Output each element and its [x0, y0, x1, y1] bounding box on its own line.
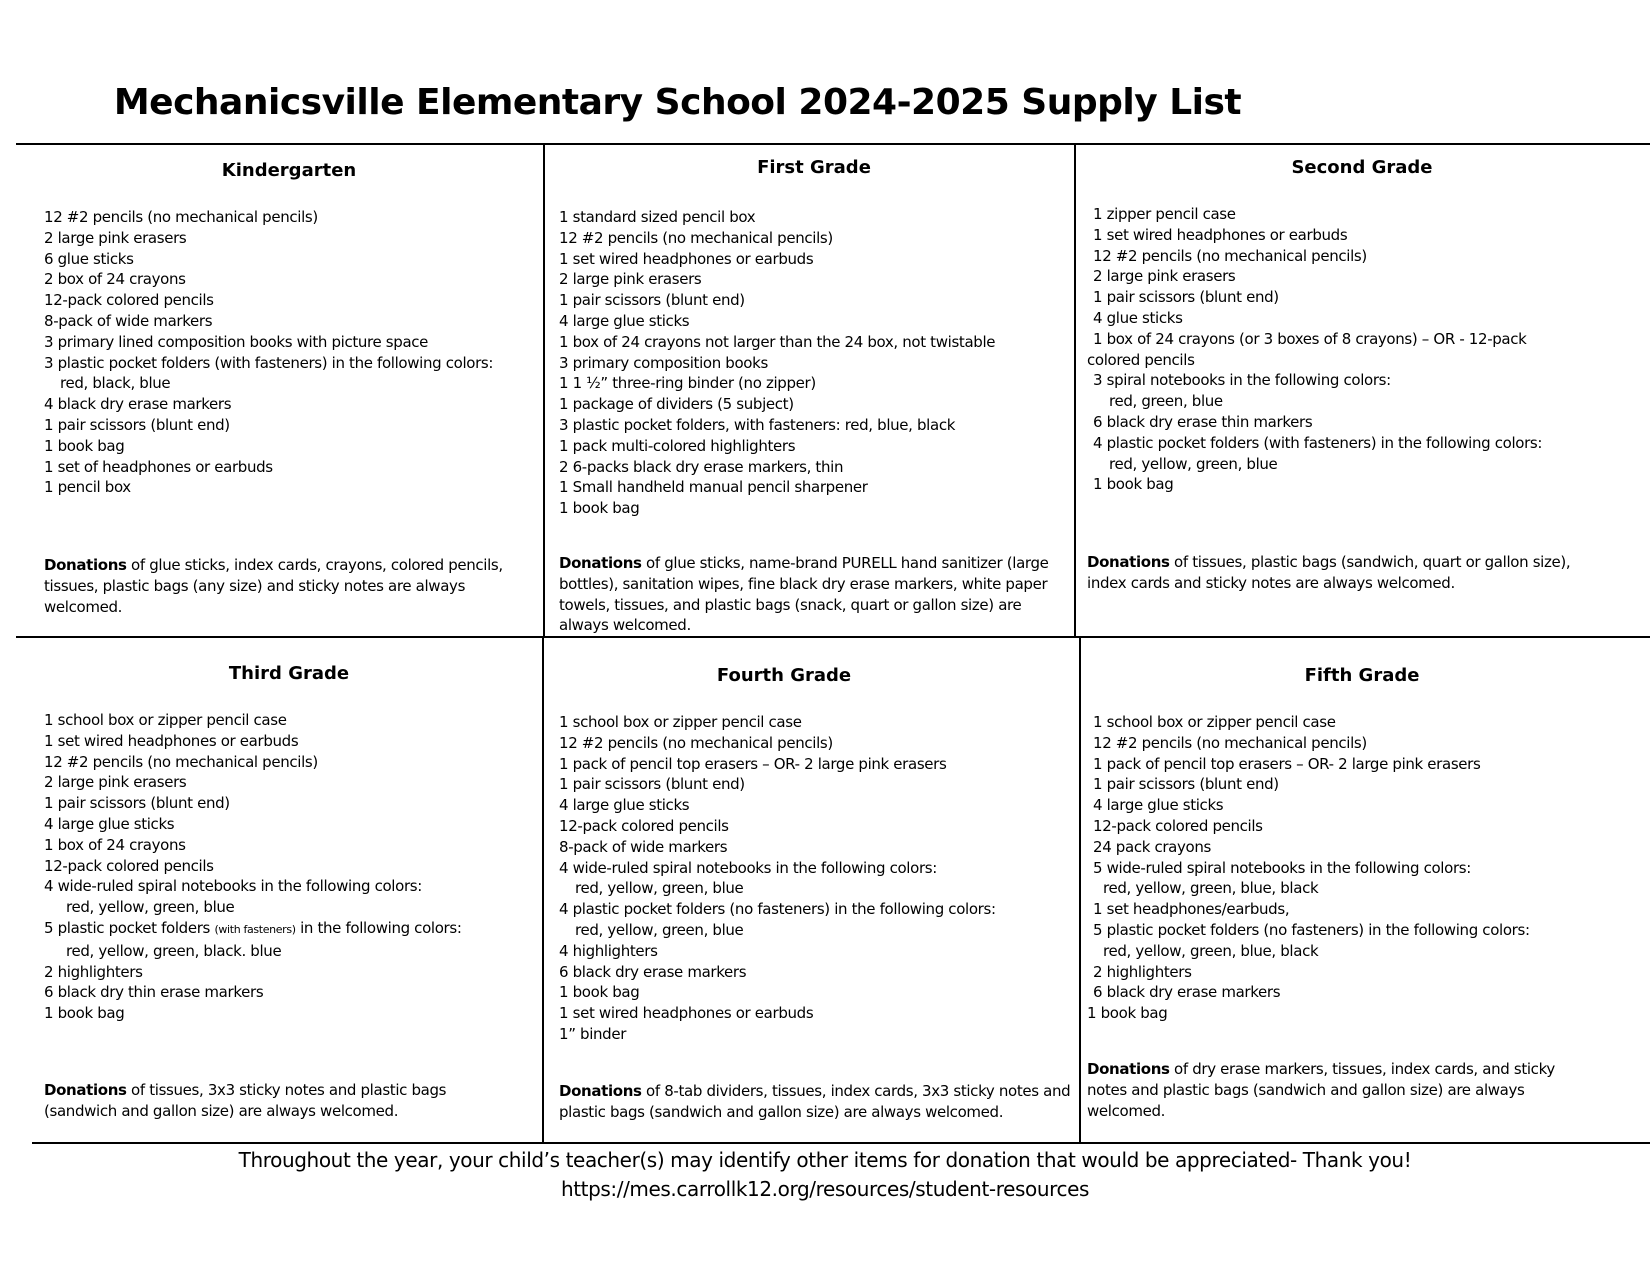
list-item: 8-pack of wide markers [559, 837, 728, 856]
list-item: 6 black dry erase markers [1093, 983, 1281, 1002]
list-item: 12 #2 pencils (no mechanical pencils) [559, 228, 833, 247]
list-item: 1 pack multi-colored highlighters [559, 436, 796, 455]
donations-label: Donations [1087, 1060, 1170, 1078]
list-item: 1” binder [559, 1024, 627, 1043]
list-item: 12 #2 pencils (no mechanical pencils) [44, 208, 318, 226]
list-item: 6 glue sticks [44, 249, 134, 268]
kindergarten-cell [44, 150, 534, 630]
donations-label: Donations [1087, 553, 1170, 571]
list-item: 1 Small handheld manual pencil sharpener [559, 478, 868, 497]
list-item: red, yellow, green, blue, black [1103, 879, 1319, 898]
list-item: 1 set wired headphones or earbuds [559, 249, 814, 268]
second-grade-heading: Second Grade [1291, 157, 1433, 178]
column-divider-2-bottom [1079, 636, 1081, 1144]
list-item: 1 book bag [559, 983, 640, 1002]
list-item: 2 box of 24 crayons [44, 270, 186, 289]
page-title: Mechanicsville Elementary School 2024-2025 Supply List [113, 82, 1242, 123]
folder-text: 5 plastic pocket folders [44, 918, 211, 937]
donations-label: Donations [559, 554, 642, 572]
list-item: red, black, blue [60, 374, 171, 393]
list-item [44, 918, 462, 941]
list-item: 1 zipper pencil case [1093, 205, 1236, 223]
list-item: 1 book bag [1093, 475, 1174, 494]
list-item: 12 #2 pencils (no mechanical pencils) [559, 733, 833, 752]
fifth-grade-items [1087, 712, 1530, 1024]
donations-text: of dry erase markers, tissues, index cards, and sticky notes and plastic bags (sandwich and gallon size) are always welcomed. [1087, 1060, 1555, 1120]
list-item: 4 glue sticks [1093, 308, 1183, 327]
list-item: 1 pair scissors (blunt end) [1093, 775, 1279, 794]
list-item: 2 large pink erasers [44, 773, 187, 792]
list-item: 4 highlighters [559, 941, 658, 960]
list-item: 3 plastic pocket folders (with fasteners) in the following colors: [44, 353, 494, 372]
list-item: 6 black dry erase thin markers [1093, 412, 1313, 431]
list-item: 12 #2 pencils (no mechanical pencils) [1093, 733, 1367, 752]
list-item: 1 school box or zipper pencil case [559, 713, 802, 731]
list-item: 4 plastic pocket folders (no fasteners) in the following colors: [559, 900, 996, 919]
list-item: 5 plastic pocket folders (no fasteners) in the following colors: [1093, 920, 1530, 939]
table-top-border [16, 143, 1650, 145]
list-item: 1 set wired headphones or earbuds [1093, 225, 1348, 244]
list-item: 1 set wired headphones or earbuds [559, 1004, 814, 1023]
list-item: 2 large pink erasers [44, 228, 187, 247]
list-item: 4 large glue sticks [1093, 796, 1224, 815]
footer-url: https://mes.carrollk12.org/resources/student-resources [560, 1177, 1090, 1201]
third-grade-cell [44, 645, 534, 1135]
donations-text: of glue sticks, name-brand PURELL hand sanitizer (large bottles), sanitation wipes, fine black dry erase markers, white paper towels, tissues, and plastic bags (snack, quart or gallon size) are always welcomed. [559, 554, 1049, 635]
list-item: 1 1 ½” three-ring binder (no zipper) [559, 374, 816, 393]
list-item: 1 pair scissors (blunt end) [1093, 288, 1279, 307]
folder-colors-text: in the following colors: [295, 918, 462, 937]
list-item: 5 wide-ruled spiral notebooks in the following colors: [1093, 858, 1471, 877]
column-divider-1-top [543, 143, 545, 638]
list-item: red, green, blue [1109, 392, 1223, 411]
fourth-grade-items [559, 712, 996, 1045]
donations-text: of glue sticks, index cards, crayons, colored pencils, tissues, plastic bags (any size) and sticky notes are always welcomed. [44, 556, 503, 616]
list-item: 12-pack colored pencils [1093, 816, 1263, 835]
list-item: 1 school box or zipper pencil case [1093, 713, 1336, 731]
first-grade-donations [559, 553, 1067, 636]
list-item: 1 pack of pencil top erasers – OR- 2 large pink erasers [1093, 754, 1481, 773]
kindergarten-heading: Kindergarten [221, 160, 357, 181]
list-item: 4 large glue sticks [559, 311, 690, 330]
list-item: 1 school box or zipper pencil case [44, 711, 287, 729]
fourth-grade-donations [559, 1081, 1071, 1123]
list-item: red, yellow, green, blue [66, 898, 235, 917]
list-item: 1 set headphones/earbuds, [1093, 900, 1290, 919]
list-item: 6 black dry erase markers [559, 962, 747, 981]
list-item: 1 package of dividers (5 subject) [559, 395, 794, 414]
table-middle-border [16, 636, 1650, 638]
list-item: 1 pair scissors (blunt end) [559, 291, 745, 310]
fifth-grade-cell [1087, 645, 1637, 1135]
list-item: 1 box of 24 crayons (or 3 boxes of 8 crayons) – OR - 12-pack [1093, 329, 1527, 348]
fifth-grade-heading: Fifth Grade [1304, 665, 1420, 686]
list-item: 1 box of 24 crayons not larger than the 24 box, not twistable [559, 332, 996, 351]
kindergarten-items [44, 207, 493, 498]
fifth-grade-donations [1087, 1059, 1582, 1121]
list-item: 3 spiral notebooks in the following colors: [1093, 371, 1391, 390]
fourth-grade-cell [559, 645, 1069, 1135]
third-grade-heading: Third Grade [228, 663, 350, 684]
list-item: 12-pack colored pencils [559, 816, 729, 835]
list-item: 2 6-packs black dry erase markers, thin [559, 457, 844, 476]
list-item: 1 book bag [44, 1004, 125, 1023]
list-item: 4 black dry erase markers [44, 395, 232, 414]
table-bottom-border [32, 1142, 1650, 1144]
list-item: 2 highlighters [44, 962, 143, 981]
list-item: 1 pair scissors (blunt end) [559, 775, 745, 794]
donations-label: Donations [559, 1082, 642, 1100]
third-grade-items [44, 710, 462, 1024]
list-item: 12 #2 pencils (no mechanical pencils) [1093, 246, 1367, 265]
list-item: red, yellow, green, blue [575, 879, 744, 898]
list-item: red, yellow, green, blue, black [1103, 941, 1319, 960]
folder-fasteners-note: (with fasteners) [214, 922, 296, 936]
donations-text: of tissues, plastic bags (sandwich, quart or gallon size), index cards and sticky notes are always welcomed. [1087, 553, 1571, 592]
column-divider-2-top [1074, 143, 1076, 638]
first-grade-heading: First Grade [757, 157, 871, 178]
list-item: 1 set of headphones or earbuds [44, 457, 273, 476]
list-item: 3 primary composition books [559, 353, 768, 372]
list-item: red, yellow, green, black. blue [66, 941, 282, 960]
list-item: 12 #2 pencils (no mechanical pencils) [44, 752, 318, 771]
list-item: 3 primary lined composition books with picture space [44, 332, 429, 351]
list-item: 4 large glue sticks [559, 796, 690, 815]
list-item: 1 box of 24 crayons [44, 835, 186, 854]
donations-text: of 8-tab dividers, tissues, index cards, 3x3 sticky notes and plastic bags (sandwich and gallon size) are always welcomed. [559, 1082, 1071, 1121]
third-grade-donations [44, 1080, 514, 1122]
list-item: 1 standard sized pencil box [559, 208, 756, 226]
list-item: 1 set wired headphones or earbuds [44, 731, 299, 750]
list-item: 3 plastic pocket folders, with fasteners: red, blue, black [559, 415, 956, 434]
list-item: 2 large pink erasers [1093, 267, 1236, 286]
list-item: 1 book bag [44, 436, 125, 455]
second-grade-cell [1087, 150, 1637, 630]
list-item: red, yellow, green, blue [575, 920, 744, 939]
second-grade-donations [1087, 552, 1577, 594]
list-item: 8-pack of wide markers [44, 311, 213, 330]
list-item: red, yellow, green, blue [1109, 454, 1278, 473]
list-item: 4 large glue sticks [44, 814, 175, 833]
list-item: 6 black dry thin erase markers [44, 983, 264, 1002]
donations-text: of tissues, 3x3 sticky notes and plastic bags (sandwich and gallon size) are always welcomed. [44, 1081, 447, 1120]
donations-label: Donations [44, 1081, 127, 1099]
list-item: 1 pack of pencil top erasers – OR- 2 large pink erasers [559, 754, 947, 773]
column-divider-1-bottom [542, 636, 544, 1144]
list-item: 1 pair scissors (blunt end) [44, 794, 230, 813]
list-item: 2 large pink erasers [559, 270, 702, 289]
list-item: 4 plastic pocket folders (with fasteners) in the following colors: [1093, 433, 1543, 452]
donations-label: Donations [44, 556, 127, 574]
second-grade-items [1087, 204, 1542, 495]
list-item: 1 pair scissors (blunt end) [44, 415, 230, 434]
list-item: colored pencils [1087, 350, 1195, 369]
list-item: 1 book bag [559, 499, 640, 518]
kindergarten-donations [44, 555, 534, 617]
footer-note: Throughout the year, your child’s teacher(s) may identify other items for donation that would be appreciated- Thank you! [238, 1148, 1412, 1172]
list-item: 12-pack colored pencils [44, 856, 214, 875]
fourth-grade-heading: Fourth Grade [716, 665, 852, 686]
first-grade-items [559, 207, 995, 519]
list-item: 1 pencil box [44, 478, 131, 497]
list-item: 24 pack crayons [1093, 837, 1212, 856]
list-item: 12-pack colored pencils [44, 291, 214, 310]
list-item: 1 book bag [1087, 1004, 1168, 1023]
list-item: 4 wide-ruled spiral notebooks in the following colors: [559, 858, 937, 877]
list-item: 4 wide-ruled spiral notebooks in the following colors: [44, 877, 422, 896]
first-grade-cell [559, 150, 1069, 635]
list-item: 2 highlighters [1093, 962, 1192, 981]
